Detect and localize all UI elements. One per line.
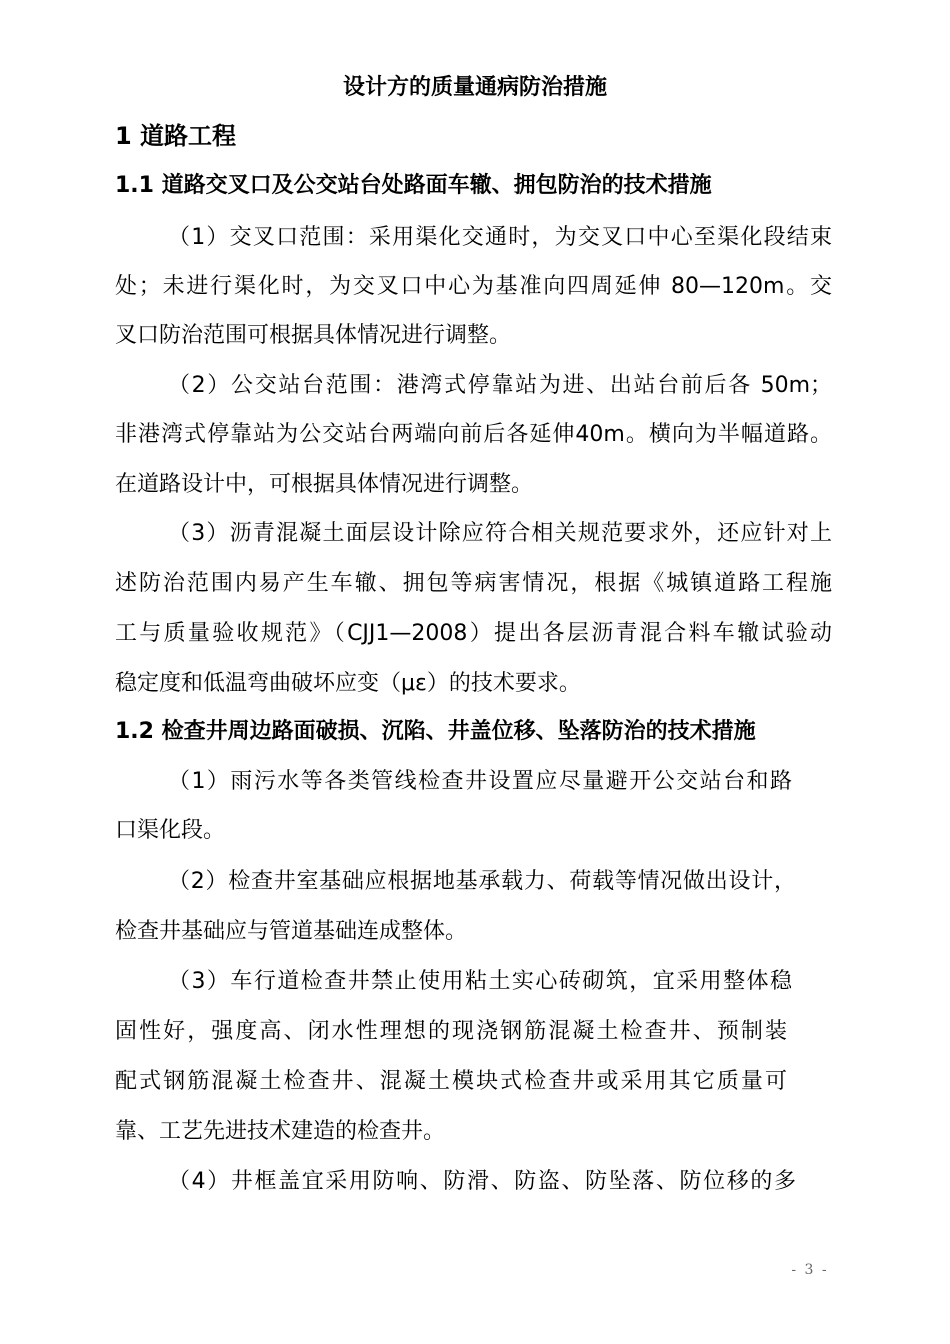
paragraph-line: 处；未进行渠化时，为交叉口中心为基准向四周延伸 80—120m。交 — [115, 274, 832, 299]
paragraph-line: （1）交叉口范围：采用渠化交通时，为交叉口中心至渠化段结束 — [168, 225, 832, 250]
subsection-heading: 1.1 道路交叉口及公交站台处路面车辙、拥包防治的技术措施 — [115, 173, 712, 198]
paragraph-line: 口渠化段。 — [115, 818, 226, 843]
paragraph-line: 配式钢筋混凝土检查井、混凝土模块式检查井或采用其它质量可 — [115, 1069, 787, 1094]
paragraph-line: （3）沥青混凝土面层设计除应符合相关规范要求外，还应针对上 — [168, 521, 832, 546]
paragraph-line: （3）车行道检查井禁止使用粘土实心砖砌筑，宜采用整体稳 — [168, 969, 792, 994]
paragraph-line: 固性好，强度高、闭水性理想的现浇钢筋混凝土检查井、预制装 — [115, 1019, 787, 1044]
subsection-heading: 1.2 检查井周边路面破损、沉陷、井盖位移、坠落防治的技术措施 — [115, 719, 756, 744]
paragraph-line: 非港湾式停靠站为公交站台两端向前后各延伸40m。横向为半幅道路。 — [115, 422, 832, 447]
paragraph-line: 工与质量验收规范》（CJJ1—2008）提出各层沥青混合料车辙试验动 — [115, 621, 832, 646]
paragraph-line: 稳定度和低温弯曲破坏应变（με）的技术要求。 — [115, 671, 581, 696]
paragraph-line: 述防治范围内易产生车辙、拥包等病害情况，根据《城镇道路工程施 — [115, 571, 832, 596]
paragraph-line: 检查井基础应与管道基础连成整体。 — [115, 919, 468, 944]
paragraph-line: 叉口防治范围可根据具体情况进行调整。 — [115, 323, 512, 348]
paragraph-line: （2）检查井室基础应根据地基承载力、荷载等情况做出设计， — [168, 869, 796, 894]
paragraph-line: （1）雨污水等各类管线检查井设置应尽量避开公交站台和路 — [168, 769, 792, 794]
page-number: - 3 - — [791, 1262, 829, 1278]
paragraph-line: （4）井框盖宜采用防响、防滑、防盗、防坠落、防位移的多 — [168, 1169, 796, 1194]
section-heading: 1 道路工程 — [115, 122, 237, 150]
paragraph-line: 靠、工艺先进技术建造的检查井。 — [115, 1119, 446, 1144]
document-title: 设计方的质量通病防治措施 — [342, 75, 607, 100]
paragraph-line: （2）公交站台范围：港湾式停靠站为进、出站台前后各 50m； — [168, 373, 832, 398]
paragraph-line: 在道路设计中，可根据具体情况进行调整。 — [115, 472, 534, 497]
